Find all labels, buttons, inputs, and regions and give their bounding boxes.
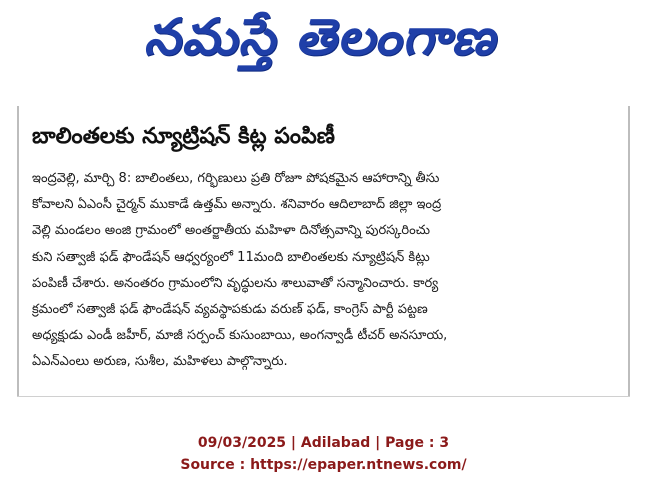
- article-body-line: వెల్లి మండలం అంజి గ్రామంలో అంతర్జాతీయ మహిళా దినోత్సవాన్ని పురస్కరించు: [32, 223, 431, 239]
- left-column-rule: [17, 106, 19, 397]
- newspaper-masthead: [0, 0, 647, 82]
- article-body-line: ఇంద్రవెల్లి, మార్చి 8: బాలింతలు, గర్భిణులు ప్రతి రోజూ పోషకమైన ఆహారాన్ని తీసు: [32, 171, 440, 186]
- article-body-line: కుని సత్వాజీ ఫడ్ ఫౌండేషన్ ఆధ్వర్యంలో 11మంది బాలింతలకు న్యూట్రిషన్ కిట్లు: [32, 249, 430, 265]
- bottom-column-rule: [17, 396, 630, 397]
- masthead-title: నమస్తే తెలంగాణ: [141, 8, 506, 66]
- clipping-source: Source : https://epaper.ntnews.com/: [180, 457, 467, 473]
- right-column-rule: [628, 106, 630, 397]
- article-body-line: కోవాలని ఏఎంసీ చైర్మన్ ముకాడే ఉత్తమ్ అన్నారు. శనివారం ఆదిలాబాద్ జిల్లా ఇంద్ర: [32, 197, 442, 213]
- article-body: [32, 166, 612, 376]
- article-headline: బాలింతలకు న్యూట్రిషన్ కిట్ల పంపిణీ: [32, 124, 335, 149]
- article-body-line: క్రమంలో సత్వాజీ ఫడ్ ఫౌండేషన్ వ్యవస్థాపకుడు వరుణ్ ఫడ్, కాంగ్రెస్ పార్టీ పట్టణ: [32, 301, 428, 317]
- article-body-line: అధ్యక్షుడు ఎండీ జహీర్, మాజీ సర్పంచ్ కుసుంబాయి, అంగన్వాడీ టీచర్ అనసూయ,: [32, 328, 448, 344]
- article-body-line: పంపిణీ చేశారు. అనంతరం గ్రామంలోని వృద్ధులను శాలువాతో సన్మానించారు. కార్య: [32, 275, 439, 291]
- clipping-footer: [0, 432, 647, 476]
- clipping-meta: 09/03/2025 | Adilabad | Page : 3: [197, 435, 450, 451]
- article-body-line: ఏఎన్ఎంలు అరుణ, సుశీల, మహిళలు పాల్గొన్నారు.: [32, 354, 288, 370]
